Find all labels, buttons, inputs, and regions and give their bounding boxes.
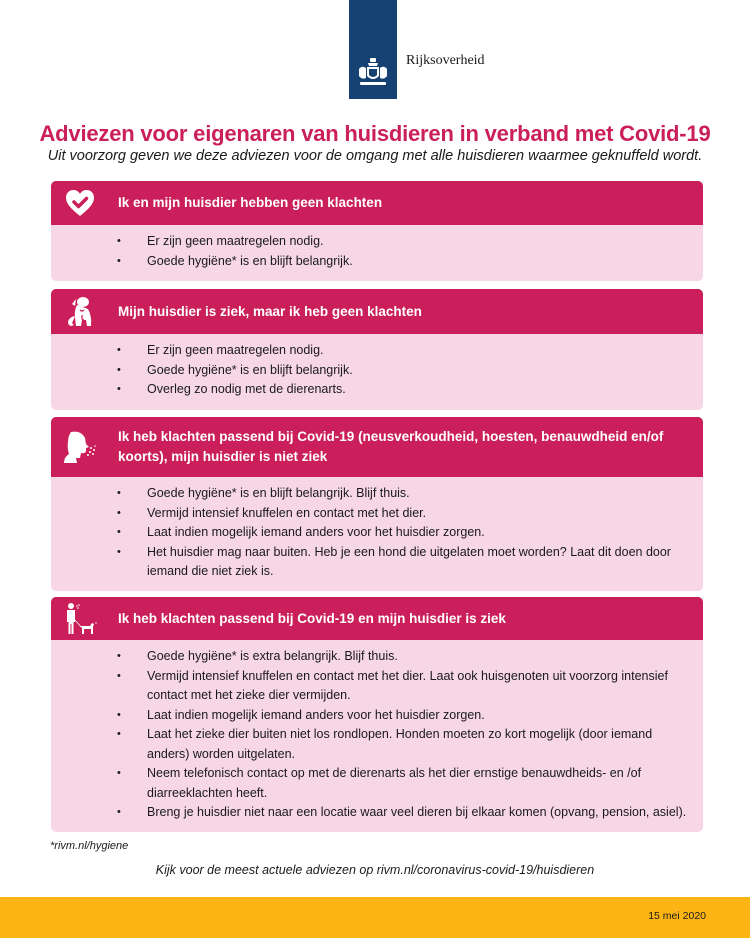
section-heading: Ik en mijn huisdier hebben geen klachten <box>118 195 383 210</box>
list-item: • Neem telefonisch contact op met de dierenarts als het dier ernstige benauwdheids- en /of diarreeklachten heeft. <box>117 764 703 803</box>
advice-section-sick-pet <box>51 289 703 410</box>
section-body <box>51 477 703 582</box>
list-item: • Goede hygiëne* is en blijft belangrijk. <box>117 252 703 272</box>
advice-section-no-complaints <box>51 181 703 281</box>
advice-list <box>117 341 703 400</box>
section-header <box>51 181 703 225</box>
advice-section-both-sick <box>51 597 703 832</box>
logo-text: Rijksoverheid <box>406 52 485 68</box>
sneezing-person-icon <box>63 430 97 464</box>
list-item: • Laat het zieke dier buiten niet los rondlopen. Honden moeten zo kort mogelijk (door iemand anders) worden uitgelaten. <box>117 725 703 764</box>
section-body <box>51 225 703 271</box>
list-item: • Het huisdier mag naar buiten. Heb je een hond die uitgelaten moet worden? Laat dit doen door iemand die niet ziek is. <box>117 543 703 582</box>
sick-pet-icon <box>63 295 97 329</box>
list-item: • Er zijn geen maatregelen nodig. <box>117 232 703 252</box>
publication-date: 15 mei 2020 <box>648 910 706 922</box>
section-heading: Mijn huisdier is ziek, maar ik heb geen klachten <box>118 303 422 319</box>
advice-list <box>117 647 703 823</box>
section-heading: Ik heb klachten passend bij Covid-19 (neusverkoudheid, hoesten, benauwdheid en/of koorts), mijn huisdier is niet ziek <box>118 429 664 464</box>
list-item: • Goede hygiëne* is extra belangrijk. Blijf thuis. <box>117 647 703 667</box>
rijksoverheid-logo <box>349 0 485 99</box>
list-item: • Laat indien mogelijk iemand anders voor het huisdier zorgen. <box>117 706 703 726</box>
list-item: • Breng je huisdier niet naar een locatie waar veel dieren bij elkaar komen (opvang, pension, asiel). <box>117 803 703 823</box>
section-body <box>51 640 703 823</box>
list-item: • Er zijn geen maatregelen nodig. <box>117 341 703 361</box>
section-header <box>51 597 703 640</box>
section-header <box>51 417 703 477</box>
heart-check-icon <box>63 186 97 220</box>
advice-list <box>117 484 703 582</box>
advice-section-owner-sick <box>51 417 703 591</box>
page-subtitle: Uit voorzorg geven we deze adviezen voor de omgang met alle huisdieren waarmee geknuffeld wordt. <box>47 148 703 164</box>
footer-bar <box>0 897 750 938</box>
section-header <box>51 289 703 334</box>
list-item: • Vermijd intensief knuffelen en contact met het dier. <box>117 504 703 524</box>
sick-person-and-dog-icon <box>63 602 97 636</box>
list-item: • Overleg zo nodig met de dierenarts. <box>117 380 703 400</box>
advice-list <box>117 232 703 271</box>
coat-of-arms-icon <box>349 0 397 99</box>
list-item: • Vermijd intensief knuffelen en contact met het dier. Laat ook huisgenoten uit voorzorg intensief contact met het zieke dier vermijden. <box>117 667 703 706</box>
footnote-hygiene-link[interactable]: *rivm.nl/hygiene <box>50 840 129 852</box>
list-item: • Goede hygiëne* is en blijft belangrijk. <box>117 361 703 381</box>
section-body <box>51 334 703 400</box>
page-title: Adviezen voor eigenaren van huisdieren in verband met Covid-19 <box>39 121 711 146</box>
list-item: • Laat indien mogelijk iemand anders voor het huisdier zorgen. <box>117 523 703 543</box>
list-item: • Goede hygiëne* is en blijft belangrijk. Blijf thuis. <box>117 484 703 504</box>
more-info-link[interactable]: Kijk voor de meest actuele adviezen op rivm.nl/coronavirus-covid-19/huisdieren <box>155 863 595 877</box>
section-heading: Ik heb klachten passend bij Covid-19 en mijn huisdier is ziek <box>118 610 506 626</box>
